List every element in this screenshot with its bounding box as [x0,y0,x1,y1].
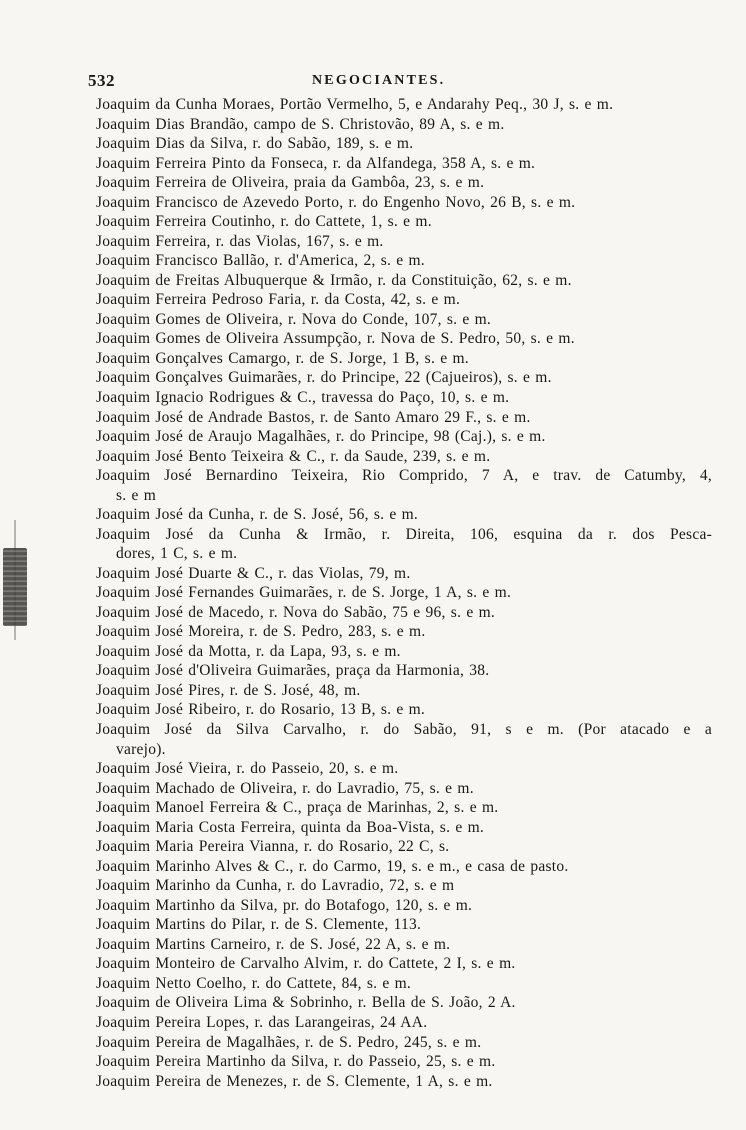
entry-line: Joaquim Martins do Pilar, r. de S. Clemente, 113. [96,916,422,934]
directory-entry [96,427,712,447]
directory-entry [96,290,712,310]
entry-line: Joaquim Ignacio Rodrigues & C., travessa do Paço, 10, s. e m. [96,388,510,406]
directory-entry [96,896,712,916]
directory-entry [96,271,712,291]
entry-line: Joaquim Dias da Silva, r. do Sabão, 189, s. e m. [96,135,414,153]
entry-line: Joaquim Marinho Alves & C., r. do Carmo, 19, s. e m., e casa de pasto. [96,857,569,875]
page-number: 532 [88,71,115,90]
directory-entry [96,212,712,232]
entry-line: Joaquim Martinho da Silva, pr. do Botafogo, 120, s. e m. [96,896,473,914]
entry-line: Joaquim José da Silva Carvalho, r. do Sabão, 91, s e m. (Por atacado e a [96,721,712,738]
entry-line: Joaquim Netto Coelho, r. do Cattete, 84, s. e m. [96,974,412,992]
entry-line: Joaquim José Bento Teixeira & C., r. da Saude, 239, s. e m. [96,447,491,465]
entry-line: Joaquim José Ribeiro, r. do Rosario, 13 B, s. e m. [96,701,426,719]
directory-entry [96,251,712,271]
directory-entry [96,993,712,1013]
directory-entry [96,525,712,564]
entry-line: Joaquim Francisco Ballão, r. d'America, 2, s. e m. [96,252,425,270]
entry-line: Joaquim Ferreira Pinto da Fonseca, r. da Alfandega, 358 A, s. e m. [96,154,536,172]
entry-line: Joaquim José d'Oliveira Guimarães, praça da Harmonia, 38. [96,662,490,680]
entry-line: Joaquim Gomes de Oliveira Assumpção, r. Nova de S. Pedro, 50, s. e m. [96,330,575,348]
entry-line: Joaquim da Cunha Moraes, Portão Vermelho, 5, e Andarahy Peq., 30 J, s. e m. [96,96,614,113]
directory-entry [96,661,712,681]
entry-line: Joaquim Maria Pereira Vianna, r. do Rosario, 22 C, s. [96,838,450,856]
directory-entry [96,329,712,349]
directory-entry [96,1052,712,1072]
entry-continuation-line: varejo). [116,740,166,758]
entry-line: Joaquim José Fernandes Guimarães, r. de S. Jorge, 1 A, s. e m. [96,584,512,602]
directory-entry [96,681,712,701]
directory-entry [96,95,712,115]
directory-entry [96,818,712,838]
directory-entry [96,974,712,994]
entry-line: Joaquim Ferreira de Oliveira, praia da Gambôa, 23, s. e m. [96,174,485,192]
directory-entry [96,720,712,759]
entry-line: Joaquim Pereira Martinho da Silva, r. do Passeio, 25, s. e m. [96,1053,496,1071]
entry-line: Joaquim José da Cunha & Irmão, r. Direita, 106, esquina da r. dos Pesca- [96,525,712,543]
directory-entry [96,642,712,662]
entry-line: Joaquim Martins Carneiro, r. de S. José, 22 A, s. e m. [96,935,451,953]
directory-entry [96,700,712,720]
entry-line: Joaquim José de Andrade Bastos, r. de Santo Amaro 29 F., s. e m. [96,408,531,426]
entry-continuation-line: dores, 1 C, s. e m. [116,545,238,563]
directory-entry [96,622,712,642]
directory-entry [96,408,712,428]
directory-entry [96,954,712,974]
directory-entry [96,505,712,525]
entry-line: Joaquim Ferreira Coutinho, r. do Cattete, 1, s. e m. [96,213,432,231]
directory-entry [96,603,712,623]
directory-entry [96,232,712,252]
entry-line: Joaquim Ferreira Pedroso Faria, r. da Costa, 42, s. e m. [96,291,461,309]
entry-line: Joaquim Monteiro de Carvalho Alvim, r. do Cattete, 2 I, s. e m. [96,955,516,973]
entry-line: Joaquim Pereira de Menezes, r. de S. Clemente, 1 A, s. e m. [96,1072,493,1090]
directory-entry [96,134,712,154]
entry-line: Joaquim de Oliveira Lima & Sobrinho, r. Bella de S. João, 2 A. [96,994,516,1012]
entry-line: Joaquim Manoel Ferreira & C., praça de Marinhas, 2, s. e m. [96,799,499,817]
entry-line: Joaquim Marinho da Cunha, r. do Lavradio, 72, s. e m [96,877,455,895]
directory-entry [96,115,712,135]
entry-line: Joaquim Gonçalves Camargo, r. de S. Jorge, 1 B, s. e m. [96,349,469,367]
entry-line: Joaquim Ferreira, r. das Violas, 167, s. e m. [96,232,384,250]
directory-entry [96,1013,712,1033]
directory-entry [96,447,712,467]
directory-entry [96,368,712,388]
directory-entry [96,466,712,505]
directory-entry [96,564,712,584]
directory-entry [96,1072,712,1092]
directory-entry [96,837,712,857]
directory-entry [96,193,712,213]
entry-line: Joaquim José de Araujo Magalhães, r. do Principe, 98 (Caj.), s. e m. [96,428,546,446]
directory-entry [96,310,712,330]
directory-entry [96,173,712,193]
entry-line: Joaquim Dias Brandão, campo de S. Christovão, 89 A, s. e m. [96,115,505,133]
entry-line: Joaquim José Moreira, r. de S. Pedro, 283, s. e m. [96,623,426,641]
entry-line: Joaquim José Duarte & C., r. das Violas, 79, m. [96,564,411,582]
directory-entry [96,349,712,369]
entry-line: Joaquim José de Macedo, r. Nova do Sabão, 75 e 96, s. e m. [96,603,496,621]
directory-entry [96,583,712,603]
entry-line: Joaquim Machado de Oliveira, r. do Lavradio, 75, s. e m. [96,779,474,797]
directory-entry [96,915,712,935]
entry-line: Joaquim Gomes de Oliveira, r. Nova do Conde, 107, s. e m. [96,310,492,328]
entry-line: Joaquim José da Cunha, r. de S. José, 56, s. e m. [96,506,419,524]
entry-line: Joaquim José Bernardino Teixeira, Rio Comprido, 7 A, e trav. de Catumby, 4, [96,467,712,485]
entry-line: Joaquim Francisco de Azevedo Porto, r. do Engenho Novo, 26 B, s. e m. [96,193,576,211]
directory-entry [96,779,712,799]
directory-entry [96,388,712,408]
directory-entry [96,1033,712,1053]
entry-line: Joaquim Pereira Lopes, r. das Larangeiras, 24 AA. [96,1013,428,1031]
entry-line: Joaquim de Freitas Albuquerque & Irmão, r. da Constituição, 62, s. e m. [96,271,572,289]
directory-entry [96,759,712,779]
entry-line: Joaquim Gonçalves Guimarães, r. do Principe, 22 (Cajueiros), s. e m. [96,369,552,387]
directory-entry [96,154,712,174]
page-title: NEGOCIANTES. [312,73,446,88]
directory-entry [96,876,712,896]
entry-line: Joaquim Pereira de Magalhães, r. de S. Pedro, 245, s. e m. [96,1033,482,1051]
directory-entry [96,798,712,818]
directory-list [96,95,712,1091]
entry-continuation-line: s. e m [116,486,157,504]
binding-shadow [3,548,27,626]
directory-entry [96,857,712,877]
entry-line: Joaquim José Vieira, r. do Passeio, 20, s. e m. [96,760,399,778]
entry-line: Joaquim José da Motta, r. da Lapa, 93, s. e m. [96,642,401,660]
directory-entry [96,935,712,955]
entry-line: Joaquim Maria Costa Ferreira, quinta da Boa-Vista, s. e m. [96,818,485,836]
entry-line: Joaquim José Pires, r. de S. José, 48, m. [96,681,361,699]
